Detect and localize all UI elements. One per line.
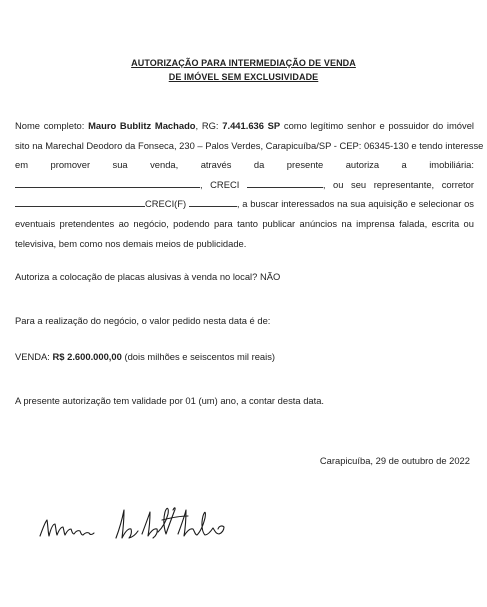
crecif-blank (189, 198, 237, 207)
paragraph-line-2: sito na Marechal Deodoro da Fonseca, 230 – Palos Verdes, Carapicuíba/SP - CEP: 06345-130 e tendo interesse (15, 139, 484, 151)
imobiliaria-blank (15, 179, 200, 188)
owner-name: Mauro Bublitz Machado (88, 120, 196, 131)
creci-label: , CRECI (200, 178, 240, 190)
rg-label: , RG: (195, 120, 223, 131)
nome-label: Nome completo: (15, 120, 89, 131)
venda-amount: R$ 2.600.000,00 (52, 351, 122, 362)
validade-text: A presente autorização tem validade por 01 (um) ano, a contar desta data. (15, 395, 325, 406)
paragraph-line-3: em promover sua venda, através da presente autoriza a imobiliária: (15, 159, 474, 171)
line4-rest: , ou seu representante, corretor (322, 178, 474, 190)
valor-intro: Para a realização do negócio, o valor pedido nesta data é de: (15, 315, 271, 326)
document-title-line1: AUTORIZAÇÃO PARA INTERMEDIAÇÃO DE VENDA (131, 58, 356, 68)
document-title-line2: DE IMÓVEL SEM EXCLUSIVIDADE (168, 72, 319, 82)
placas-question: Autoriza a colocação de placas alusivas à venda no local? NÃO (15, 271, 281, 282)
paragraph-line-4 (15, 175, 474, 195)
venda-extenso: (dois milhões e seiscentos mil reais) (121, 351, 276, 362)
paragraph-line-7: televisiva, bem como nos demais meios de publicidade. (15, 237, 247, 249)
paragraph-line-1 (15, 116, 474, 136)
paragraph-authorization (15, 116, 484, 253)
creci-blank (247, 179, 323, 188)
owner-rg: 7.441.636 SP (222, 120, 281, 131)
paragraph-line-6: eventuais pretendentes ao negócio, podendo para tanto publicar anúncios na imprensa falada, escrita ou (15, 217, 474, 229)
venda-line (15, 351, 275, 362)
line1-rest: como legítimo senhor e possuidor do imóvel (280, 120, 474, 131)
line5-rest: , a buscar interessados na sua aquisição e selecionar os (236, 198, 474, 210)
place-and-date: Carapicuíba, 29 de outubro de 2022 (319, 455, 470, 466)
signature (38, 498, 278, 546)
corretor-blank (15, 198, 145, 207)
venda-label: VENDA: (15, 351, 53, 362)
crecif-label: CRECI(F) (145, 198, 187, 210)
paragraph-line-5 (15, 194, 474, 214)
